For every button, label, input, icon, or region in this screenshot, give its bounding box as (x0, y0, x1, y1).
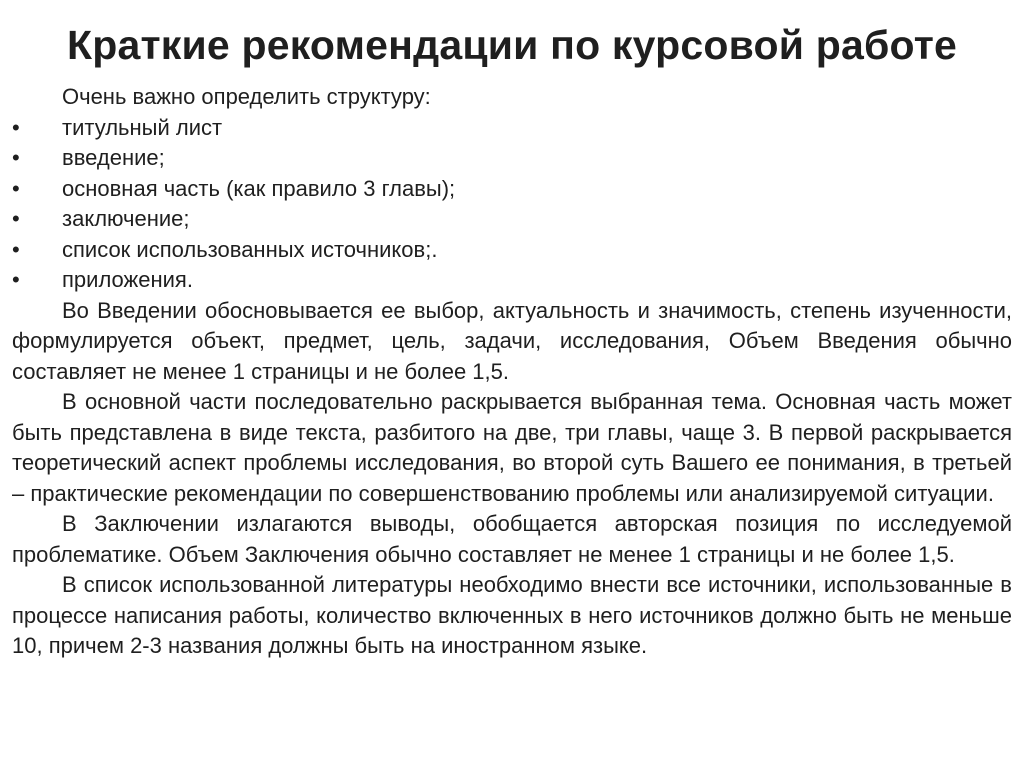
list-item (12, 174, 1012, 205)
list-item (12, 143, 1012, 174)
bullet-icon: • (12, 114, 20, 140)
bullet-icon: • (12, 145, 20, 170)
paragraph-conclusion: В Заключении излагаются выводы, обобщается авторская позиция по исследуемой проблематике. Объем Заключения обычно составляет не менее 1 страницы и не более 1,5. (12, 511, 1012, 567)
list-item-text: список использованных источников;. (62, 236, 438, 262)
bullet-icon: • (12, 175, 20, 201)
list-item-text: введение; (62, 145, 165, 170)
structure-list (12, 113, 1012, 296)
list-item-text: заключение; (62, 206, 190, 231)
bullet-icon: • (12, 206, 20, 231)
slide-body (12, 82, 1012, 662)
paragraph-bibliography: В список использованной литературы необходимо внести все источники, использованные в процессе написания работы, количество включенных в него источников должно быть не меньше 10, причем 2-3 названия должны быть на иностранном языке. (12, 572, 1012, 658)
paragraph-introduction: Во Введении обосновывается ее выбор, актуальность и значимость, степень изученности, формулируется объект, предмет, цель, задачи, исследования, Объем Введения обычно составляет не менее 1 страницы и не более 1,5. (12, 297, 1012, 384)
intro-line: Очень важно определить структуру: (62, 84, 431, 109)
list-item-text: титульный лист (62, 114, 223, 140)
list-item (12, 265, 1012, 296)
slide-title: Краткие рекомендации по курсовой работе (67, 22, 957, 68)
list-item (12, 204, 1012, 235)
list-item (12, 235, 1012, 266)
list-item (12, 113, 1012, 144)
bullet-icon: • (12, 236, 20, 262)
paragraph-main-part: В основной части последовательно раскрывается выбранная тема. Основная часть может быть представлена в виде текста, разбитого на две, три главы, чаще 3. В первой раскрывается теоретический аспект проблемы исследования, во второй суть Вашего ее понимания, в третьей – практические рекомендации по совершенствованию проблемы или анализируемой ситуации. (12, 389, 1012, 506)
bullet-icon: • (12, 267, 20, 292)
list-item-text: приложения. (62, 267, 193, 292)
list-item-text: основная часть (как правило 3 главы); (62, 175, 456, 201)
